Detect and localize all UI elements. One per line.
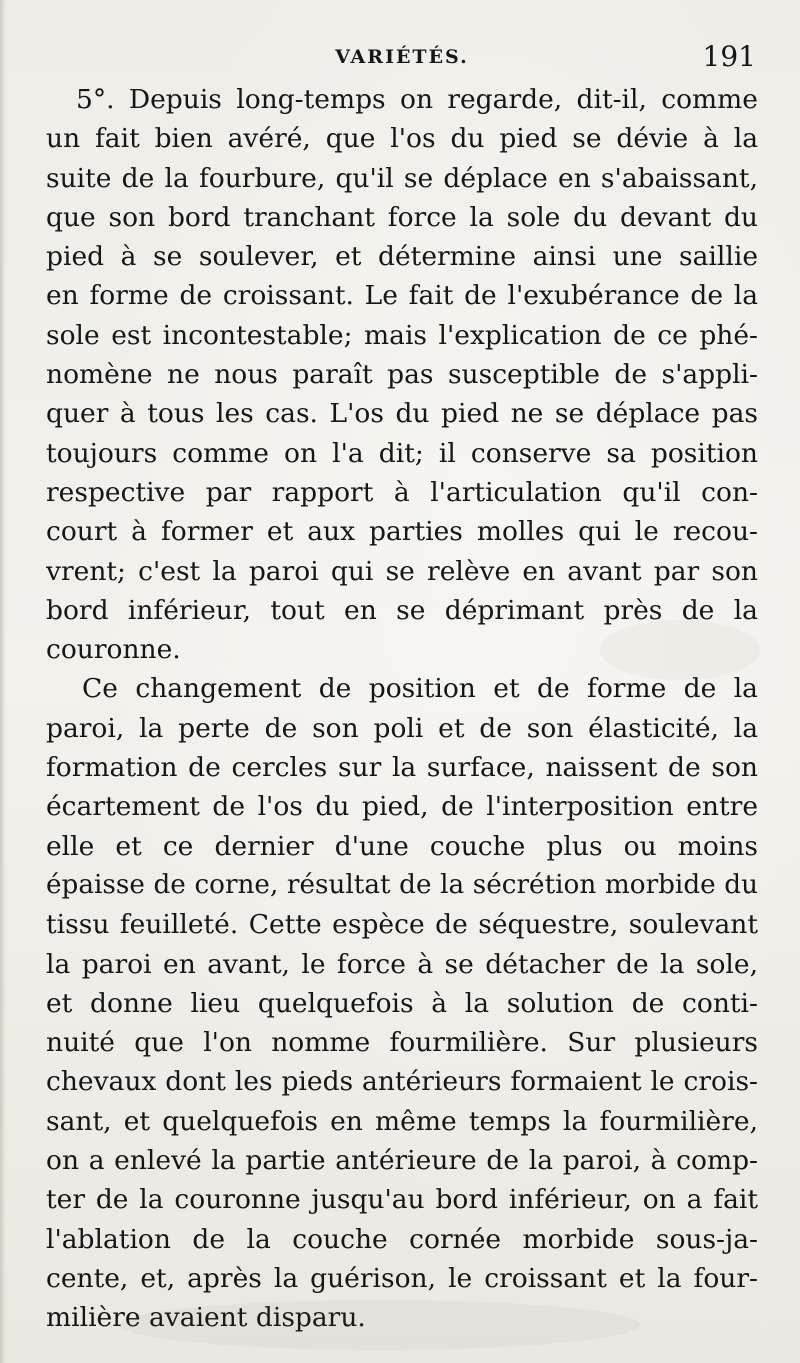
text-line: nomène ne nous paraît pas susceptible de s'appli- bbox=[46, 359, 758, 391]
text-line: Ce changement de position et de forme de la bbox=[82, 673, 758, 705]
text-line: cente, et, après la guérison, le croissant et la four- bbox=[46, 1262, 758, 1294]
page-header bbox=[46, 40, 758, 80]
running-head: VARIÉTÉS. bbox=[335, 46, 469, 68]
text-line: tissu feuilleté. Cette espèce de séquestre, soulevant bbox=[46, 909, 758, 941]
text-line: milière avaient disparu. bbox=[46, 1302, 366, 1334]
body-text bbox=[46, 80, 758, 1338]
text-line: paroi, la perte de son poli et de son élasticité, la bbox=[46, 712, 758, 744]
text-line: et donne lieu quelquefois à la solution de conti- bbox=[46, 987, 758, 1019]
text-line: suite de la fourbure, qu'il se déplace en s'abaissant, bbox=[46, 162, 758, 194]
page-number: 191 bbox=[702, 40, 756, 73]
text-line: bord inférieur, tout en se déprimant près de la bbox=[46, 594, 758, 626]
text-line: la paroi en avant, le force à se détacher de la sole, bbox=[46, 948, 758, 980]
text-line: sant, et quelquefois en même temps la fourmilière, bbox=[46, 1105, 758, 1137]
text-line: elle et ce dernier d'une couche plus ou moins bbox=[46, 830, 758, 862]
text-line: couronne. bbox=[46, 634, 181, 666]
paragraph bbox=[46, 80, 758, 669]
text-line: formation de cercles sur la surface, naissent de son bbox=[46, 752, 758, 784]
text-line: que son bord tranchant force la sole du devant du bbox=[46, 201, 758, 233]
text-line: court à former et aux parties molles qui le recou- bbox=[46, 516, 758, 548]
text-line: en forme de croissant. Le fait de l'exubérance de la bbox=[46, 280, 758, 312]
page-edge-shadow bbox=[0, 0, 6, 1363]
text-line: sole est incontestable; mais l'explication de ce phé- bbox=[46, 319, 758, 351]
text-line: vrent; c'est la paroi qui se relève en avant par son bbox=[46, 555, 758, 587]
text-line: chevaux dont les pieds antérieurs formaient le crois- bbox=[46, 1066, 758, 1098]
text-line: quer à tous les cas. L'os du pied ne se déplace pas bbox=[46, 398, 758, 430]
text-line: l'ablation de la couche cornée morbide sous-ja- bbox=[46, 1223, 758, 1255]
text-line: respective par rapport à l'articulation qu'il con- bbox=[46, 476, 758, 508]
text-line: écartement de l'os du pied, de l'interposition entre bbox=[46, 791, 758, 823]
text-line: on a enlevé la partie antérieure de la paroi, à comp- bbox=[46, 1145, 758, 1177]
text-line: 5°. Depuis long-temps on regarde, dit-il, comme bbox=[76, 84, 758, 115]
text-line: toujours comme on l'a dit; il conserve sa position bbox=[46, 437, 758, 469]
text-line: épaisse de corne, résultat de la sécrétion morbide du bbox=[46, 869, 758, 900]
text-line: pied à se soulever, et détermine ainsi une saillie bbox=[46, 241, 758, 273]
text-line: nuité que l'on nomme fourmilière. Sur plusieurs bbox=[46, 1027, 758, 1059]
text-line: ter de la couronne jusqu'au bord inférieur, on a fait bbox=[46, 1184, 758, 1216]
paragraph bbox=[46, 669, 758, 1337]
text-line: un fait bien avéré, que l'os du pied se dévie à la bbox=[46, 123, 758, 155]
